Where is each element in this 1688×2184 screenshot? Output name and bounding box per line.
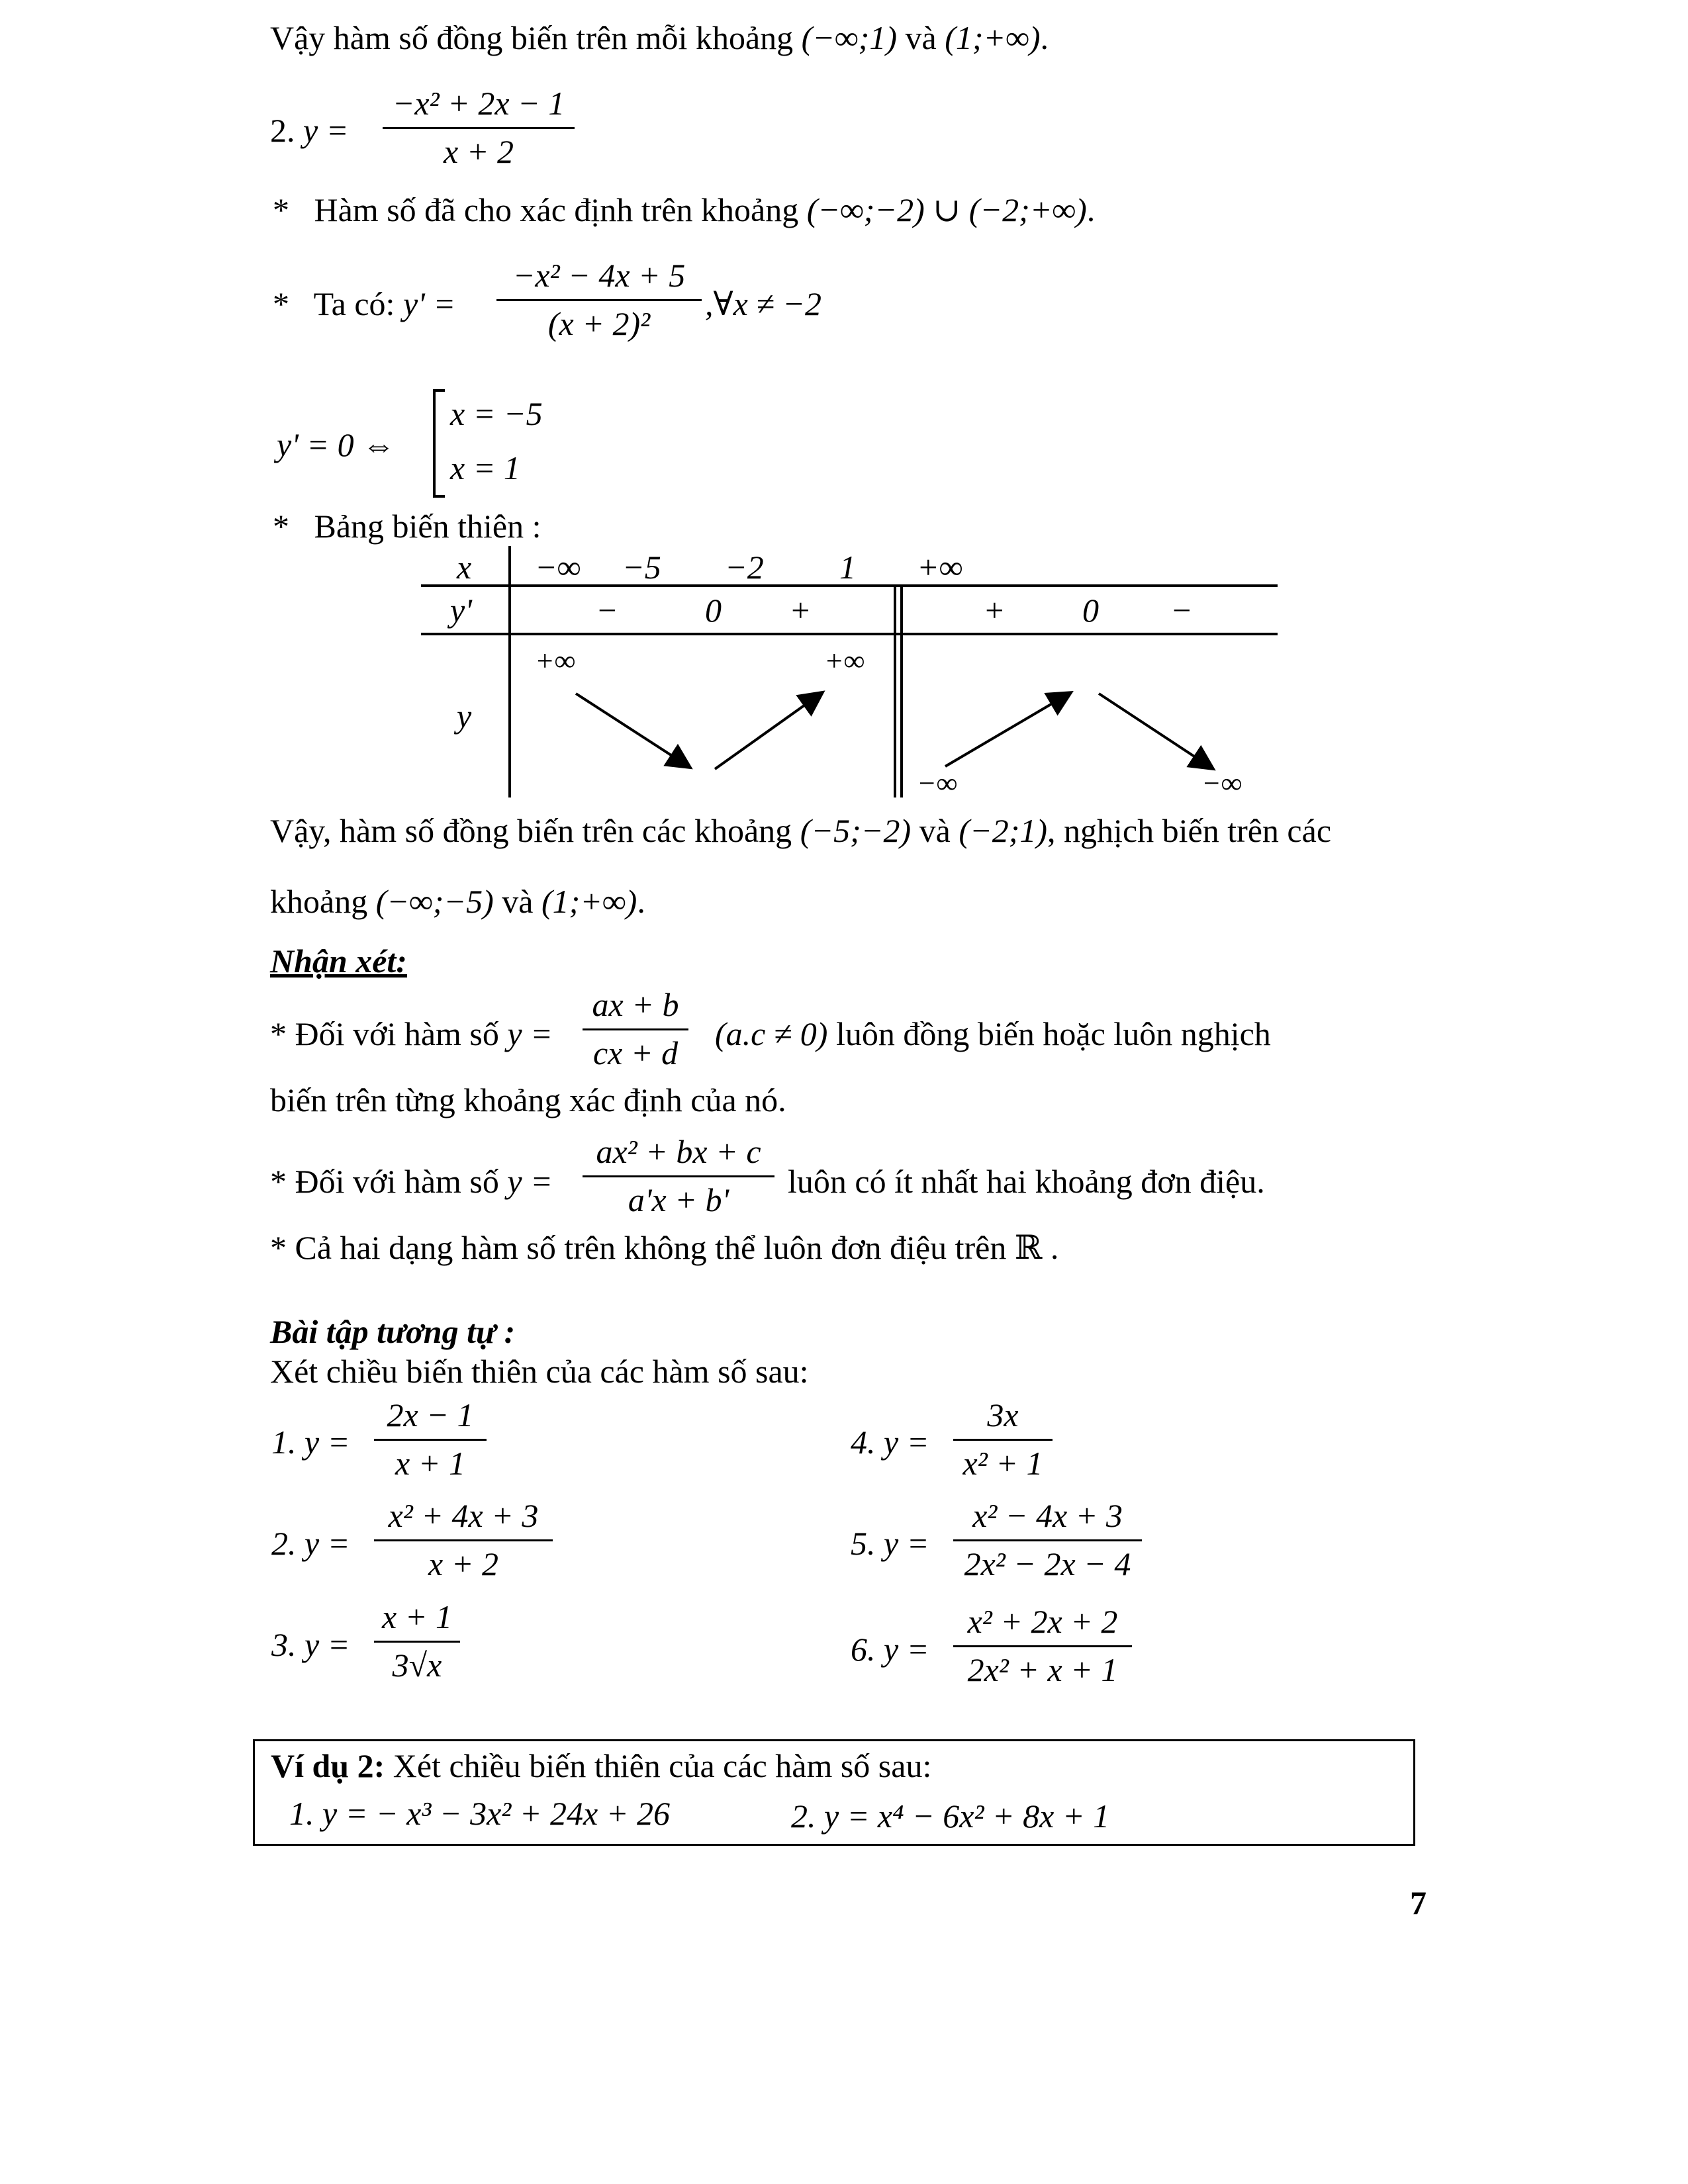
arrow-down-2 bbox=[1099, 694, 1211, 768]
exercise-3-fraction: x + 1 3√x bbox=[374, 1598, 460, 1684]
table-x-4: +∞ bbox=[917, 549, 963, 586]
exercise-6-fraction: x² + 2x + 2 2x² + x + 1 bbox=[953, 1603, 1132, 1689]
table-yp-l0: − bbox=[596, 592, 618, 629]
exercise-5-fraction: x² − 4x + 3 2x² − 2x − 4 bbox=[953, 1497, 1142, 1583]
arrow-up-1 bbox=[715, 694, 821, 769]
table-y-top-mid: +∞ bbox=[824, 645, 865, 677]
line-1: Vậy hàm số đồng biến trên mỗi khoảng (−∞;1) và (1;+∞). bbox=[270, 19, 1049, 56]
conclusion-line-1: Vậy, hàm số đồng biến trên các khoảng (−5;−2) và (−2;1), nghịch biến trên các bbox=[270, 812, 1332, 849]
table-yp-r0: + bbox=[983, 592, 1006, 629]
example-2-box bbox=[253, 1739, 1415, 1846]
roots-lhs: y' = 0 ⇔ bbox=[277, 426, 396, 463]
exercise-2-fraction: x² + 4x + 3 x + 2 bbox=[374, 1497, 553, 1583]
arrow-down-1 bbox=[576, 694, 688, 766]
derivative-condition: ,∀x ≠ −2 bbox=[705, 285, 822, 322]
exercise-4-fraction: 3x x² + 1 bbox=[953, 1396, 1053, 1482]
domain-line: * Hàm số đã cho xác định trên khoảng (−∞;−2) ∪ (−2;+∞). bbox=[273, 191, 1096, 228]
table-y-label: y bbox=[457, 698, 472, 735]
remark-2-b: luôn có ít nhất hai khoảng đơn điệu. bbox=[788, 1163, 1265, 1200]
example-2-heading: Ví dụ 2: Xét chiều biến thiên của các hàm số sau: bbox=[271, 1747, 932, 1784]
remark-2-fraction: ax² + bx + c a'x + b' bbox=[583, 1133, 774, 1219]
table-x-2: −2 bbox=[725, 549, 764, 586]
exercise-1-label: 1. y = bbox=[271, 1424, 350, 1461]
conclusion-line-2: khoảng (−∞;−5) và (1;+∞). bbox=[270, 883, 645, 920]
interval-2: (1;+∞) bbox=[945, 19, 1041, 56]
exercise-1-fraction: 2x − 1 x + 1 bbox=[374, 1396, 487, 1482]
remark-1-b: (a.c ≠ 0) luôn đồng biến hoặc luôn nghịch bbox=[715, 1015, 1271, 1052]
remark-title: Nhận xét: bbox=[270, 942, 407, 979]
remark-1-fraction: ax + b cx + d bbox=[583, 986, 688, 1072]
table-yp-r2: − bbox=[1170, 592, 1193, 629]
roots-bracket bbox=[430, 387, 450, 500]
table-yp-label: y' bbox=[450, 592, 472, 629]
example-2-f2: 2. y = x⁴ − 6x² + 8x + 1 bbox=[791, 1797, 1110, 1835]
remark-3: * Cả hai dạng hàm số trên không thể luôn đơn điệu trên ℝ . bbox=[270, 1229, 1059, 1266]
derivative-fraction: −x² − 4x + 5 (x + 2)² bbox=[496, 257, 702, 343]
root-1: x = −5 bbox=[450, 395, 543, 432]
root-2: x = 1 bbox=[450, 449, 520, 486]
remark-2-a: * Đối với hàm số y = bbox=[270, 1163, 553, 1200]
interval-1: (−∞;1) bbox=[801, 19, 897, 56]
table-x-label: x bbox=[457, 549, 472, 586]
exercise-intro: Xét chiều biến thiên của các hàm số sau: bbox=[270, 1353, 809, 1390]
derivative-line: * Ta có: y' = bbox=[273, 285, 456, 322]
table-x-1: −5 bbox=[622, 549, 661, 586]
page-number: 7 bbox=[1410, 1884, 1427, 1921]
example-2-f1: 1. y = − x³ − 3x² + 24x + 26 bbox=[289, 1795, 670, 1832]
table-x-3: 1 bbox=[839, 549, 856, 586]
table-x-0: −∞ bbox=[535, 549, 581, 586]
exercise-6-label: 6. y = bbox=[851, 1631, 929, 1668]
remark-1-c: biến trên từng khoảng xác định của nó. bbox=[270, 1081, 786, 1118]
problem-2-fraction: −x² + 2x − 1 x + 2 bbox=[383, 85, 575, 171]
exercise-4-label: 4. y = bbox=[851, 1424, 929, 1461]
exercise-3-label: 3. y = bbox=[271, 1626, 350, 1663]
problem-2-label: 2. y = bbox=[270, 112, 349, 149]
table-yp-r1: 0 bbox=[1082, 592, 1099, 629]
exercise-title: Bài tập tương tự : bbox=[270, 1313, 516, 1350]
table-yp-l1: 0 bbox=[705, 592, 722, 629]
table-yp-l2: + bbox=[789, 592, 812, 629]
exercise-5-label: 5. y = bbox=[851, 1525, 929, 1562]
table-y-bottom-left: −∞ bbox=[917, 767, 958, 799]
exercise-2-label: 2. y = bbox=[271, 1525, 350, 1562]
table-y-bottom-right: −∞ bbox=[1201, 767, 1243, 799]
table-title: * Bảng biến thiên : bbox=[273, 508, 541, 545]
table-y-top-left: +∞ bbox=[535, 645, 576, 677]
remark-1-a: * Đối với hàm số y = bbox=[270, 1015, 553, 1052]
arrow-up-2 bbox=[945, 694, 1069, 766]
